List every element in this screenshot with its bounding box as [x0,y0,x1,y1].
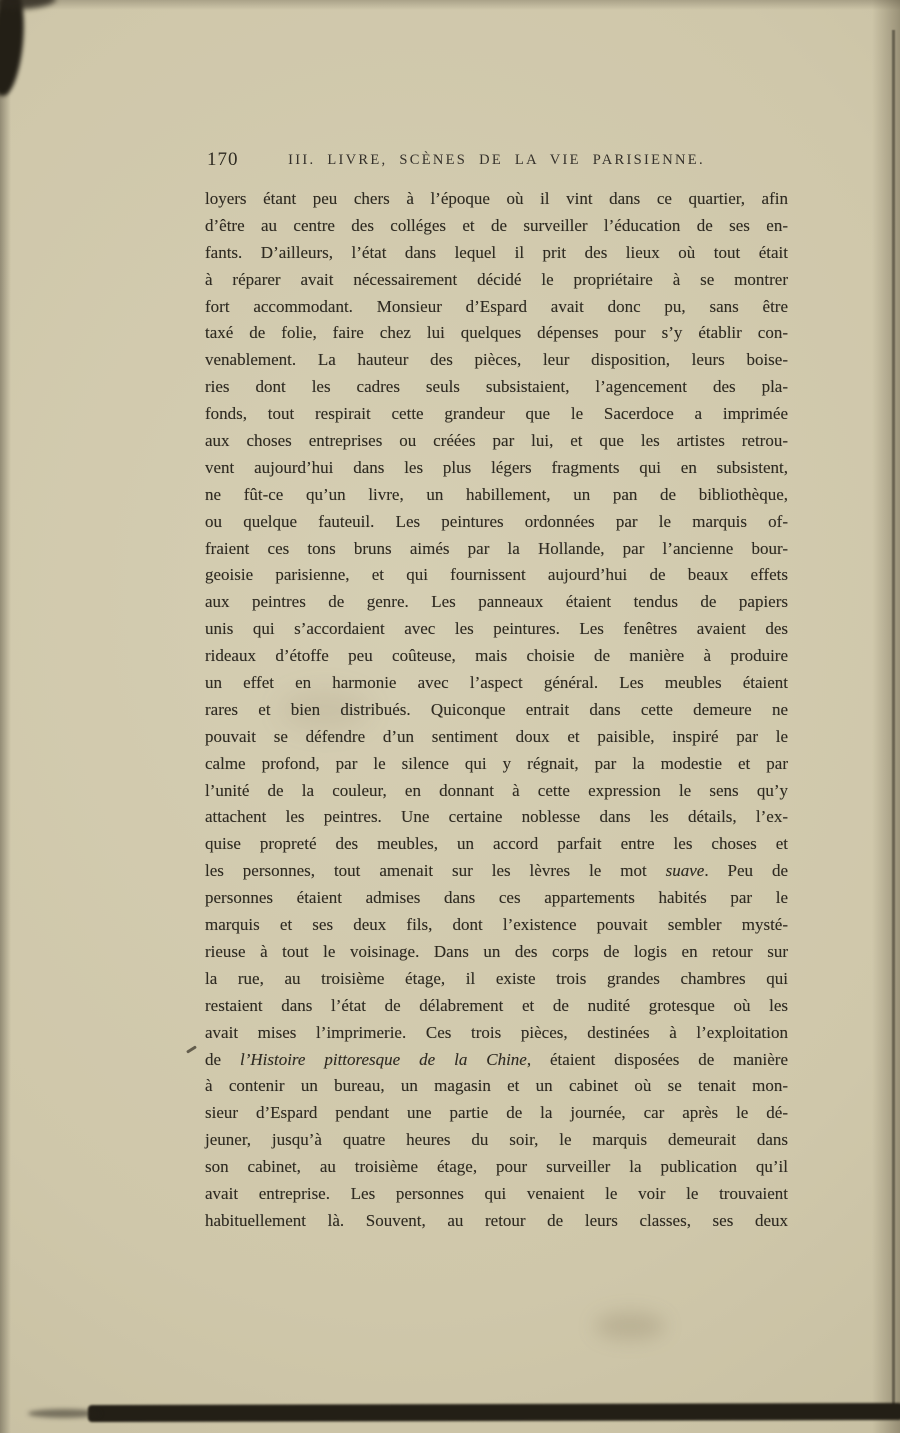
text-line: d’être au centre des colléges et de surveiller l’éducation de ses en- [205,215,788,235]
text-line: restaient dans l’état de délabrement et de nudité grotesque où les [205,995,788,1015]
text-line: l’unité de la couleur, en donnant à cette expression le sens qu’y [205,780,788,800]
text-line: venablement. La hauteur des pièces, leur disposition, leurs boise- [205,350,788,370]
text-line: à réparer avait nécessairement décidé le propriétaire à se montrer [205,269,788,289]
text-line: personnes étaient admises dans ces appartements habités par le [205,888,788,908]
text-line: son cabinet, au troisième étage, pour surveiller la publication qu’il [205,1157,788,1177]
text-line: la rue, au troisième étage, il existe trois grandes chambres qui [205,968,788,988]
scan-edge-right-shade [872,0,900,1433]
scan-corner-mark [0,0,29,97]
margin-ink-mark [186,1045,197,1053]
text-line: fraient ces tons bruns aimés par la Hollande, par l’ancienne bour- [205,538,788,558]
text-line: ries dont les cadres seuls subsistaient, l’agencement des pla- [205,377,788,397]
text-line: vent aujourd’hui dans les plus légers fragments qui en subsistent, [205,457,788,477]
scan-edge-top [0,0,900,10]
text-line: attachent les peintres. Une certaine noblesse dans les détails, l’ex- [205,807,788,827]
text-line: taxé de folie, faire chez lui quelques dépenses pour s’y établir con- [205,323,788,343]
text-line: rideaux d’étoffe peu coûteuse, mais choisie de manière à produire [205,646,788,666]
text-line: aux choses entreprises ou créées par lui, et que les artistes retrou- [205,431,788,451]
text-line: unis qui s’accordaient avec les peintures. Les fenêtres avaient des [205,619,788,639]
text-line: avait entreprise. Les personnes qui venaient le voir le trouvaient [205,1183,788,1203]
page-header [205,149,788,175]
text-line: jeuner, jusqu’à quatre heures du soir, le marquis demeurait dans [205,1130,788,1150]
text-line: avait mises l’imprimerie. Ces trois pièces, destinées à l’exploitation [205,1022,788,1042]
text-line: habituellement là. Souvent, au retour de leurs classes, ses deux [205,1210,788,1230]
running-title: III. LIVRE, SCÈNES DE LA VIE PARISIENNE. [288,152,705,168]
text-line: pouvait se défendre d’un sentiment doux et paisible, inspiré par le [205,726,788,746]
text-line: calme profond, par le silence qui y régnait, par la modestie et par [205,753,788,773]
text-line: de l’Histoire pittoresque de la Chine, étaient disposées de manière [205,1049,789,1069]
scan-bottom-band [88,1403,900,1422]
text-line: fants. D’ailleurs, l’état dans lequel il prit des lieux où tout était [205,242,788,262]
text-line: ou quelque fauteuil. Les peintures ordonnées par le marquis of- [205,511,788,531]
scan-edge-right-line [892,30,895,1415]
text-line: marquis et ses deux fils, dont l’existence pouvait sembler mysté- [205,915,788,935]
text-line: aux peintres de genre. Les panneaux étaient tendus de papiers [205,592,788,612]
text-line: fort accommodant. Monsieur d’Espard avait donc pu, sans être [205,296,788,316]
scan-edge-left [0,0,11,1433]
paper-stain [595,1312,665,1340]
text-line: sieur d’Espard pendant une partie de la journée, car après le dé- [205,1103,788,1123]
text-line: à contenir un bureau, un magasin et un cabinet où se tenait mon- [205,1076,788,1096]
scan-bottom-band-tail [28,1409,100,1418]
text-line: les personnes, tout amenait sur les lèvres le mot suave. Peu de [205,861,788,881]
text-line: ne fût-ce qu’un livre, un habillement, un pan de bibliothèque, [205,484,788,504]
text-line: quise propreté des meubles, un accord parfait entre les choses et [205,834,788,854]
text-line: rares et bien distribués. Quiconque entrait dans cette demeure ne [205,699,788,719]
body-text [205,186,788,1235]
page-number: 170 [207,149,239,170]
text-line: rieuse à tout le voisinage. Dans un des corps de logis en retour sur [205,941,788,961]
text-line: fonds, tout respirait cette grandeur que le Sacerdoce a imprimée [205,404,788,424]
text-line: loyers étant peu chers à l’époque où il vint dans ce quartier, afin [205,189,788,208]
text-line: un effet en harmonie avec l’aspect général. Les meubles étaient [205,673,788,693]
text-line: geoisie parisienne, et qui fournissent aujourd’hui de beaux effets [205,565,788,585]
